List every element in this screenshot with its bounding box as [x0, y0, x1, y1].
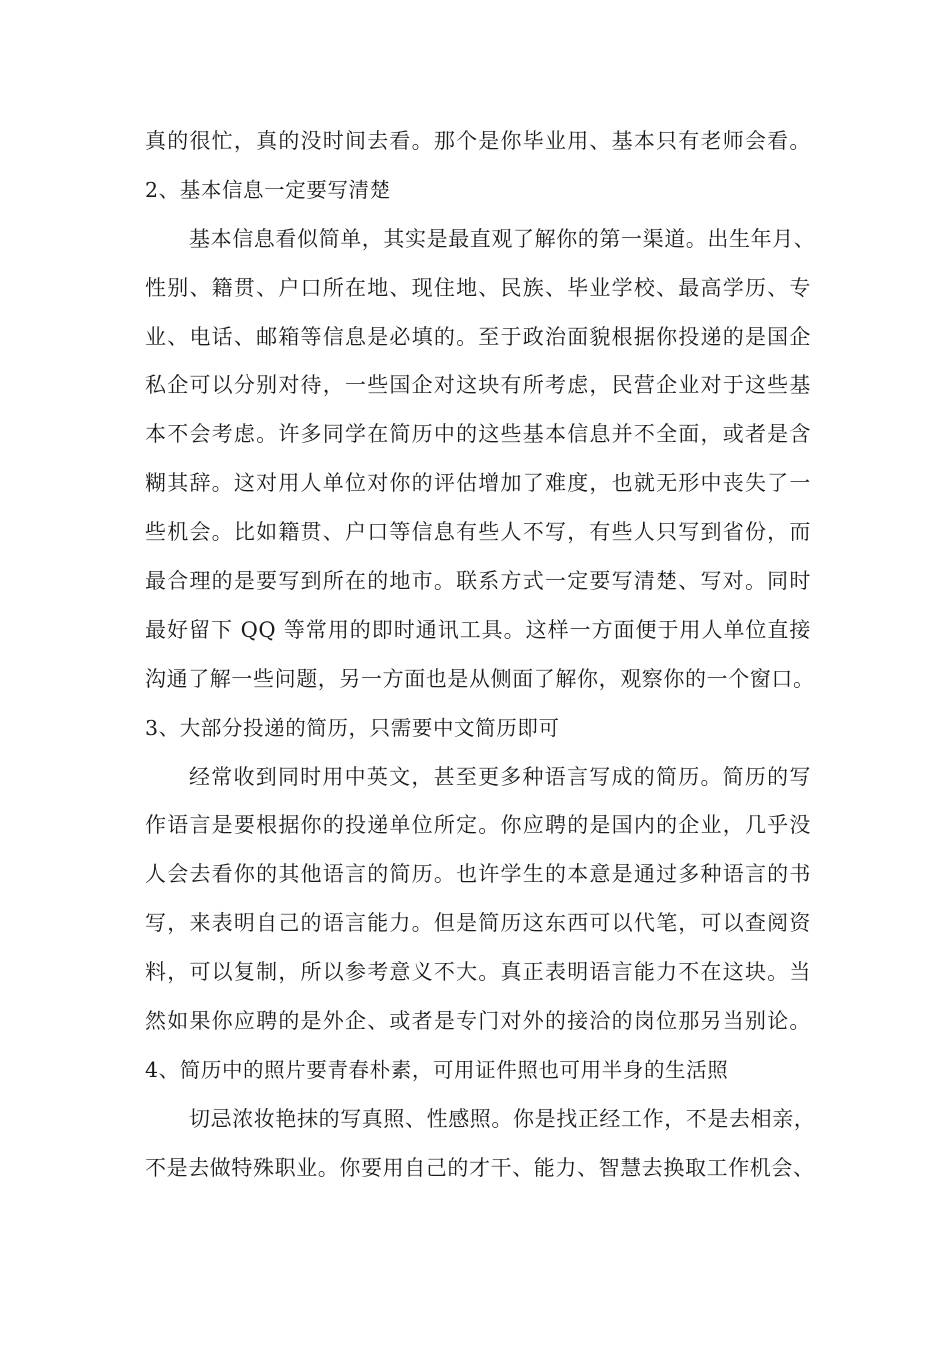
body-line: 料，可以复制，所以参考意义不大。真正表明语言能力不在这块。当 [145, 960, 811, 985]
body-line: 人会去看你的其他语言的简历。也许学生的本意是通过多种语言的书 [145, 862, 811, 887]
body-line: 写，来表明自己的语言能力。但是简历这东西可以代笔，可以查阅资 [145, 911, 811, 936]
body-line: 真的很忙，真的没时间去看。那个是你毕业用、基本只有老师会看。 [145, 129, 811, 153]
section-heading: 2、基本信息一定要写清楚 [145, 177, 391, 202]
body-line: 些机会。比如籍贯、户口等信息有些人不写，有些人只写到省份，而 [145, 520, 811, 545]
body-line: 私企可以分别对待，一些国企对这块有所考虑，民营企业对于这些基 [145, 373, 811, 398]
body-line: 业、电话、邮箱等信息是必填的。至于政治面貌根据你投递的是国企 [145, 324, 811, 349]
body-line: 然如果你应聘的是外企、或者是专门对外的接洽的岗位那另当别论。 [145, 1009, 811, 1034]
body-line: 沟通了解一些问题，另一方面也是从侧面了解你，观察你的一个窗口。 [145, 666, 815, 691]
body-line: 糊其辞。这对用人单位对你的评估增加了难度，也就无形中丧失了一 [145, 471, 811, 496]
body-line: 经常收到同时用中英文，甚至更多种语言写成的简历。简历的写 [189, 764, 811, 789]
body-line: 最合理的是要写到所在的地市。联系方式一定要写清楚、写对。同时 [145, 569, 811, 594]
body-line: 性别、籍贯、户口所在地、现住地、民族、毕业学校、最高学历、专 [145, 275, 811, 300]
body-line: 作语言是要根据你的投递单位所定。你应聘的是国内的企业，几乎没 [145, 813, 811, 838]
body-line: 切忌浓妆艳抹的写真照、性感照。你是找正经工作，不是去相亲， [189, 1106, 816, 1131]
body-line: 不是去做特殊职业。你要用自己的才干、能力、智慧去换取工作机会、 [145, 1155, 815, 1180]
body-line: 本不会考虑。许多同学在简历中的这些基本信息并不全面，或者是含 [145, 422, 811, 447]
section-heading: 3、大部分投递的简历，只需要中文简历即可 [145, 715, 560, 740]
body-line: 最好留下 QQ 等常用的即时通讯工具。这样一方面便于用人单位直接 [145, 617, 811, 642]
body-line: 基本信息看似简单，其实是最直观了解你的第一渠道。出生年月、 [189, 226, 816, 251]
section-heading: 4、简历中的照片要青春朴素，可用证件照也可用半身的生活照 [145, 1057, 729, 1082]
document-page [145, 117, 816, 1193]
